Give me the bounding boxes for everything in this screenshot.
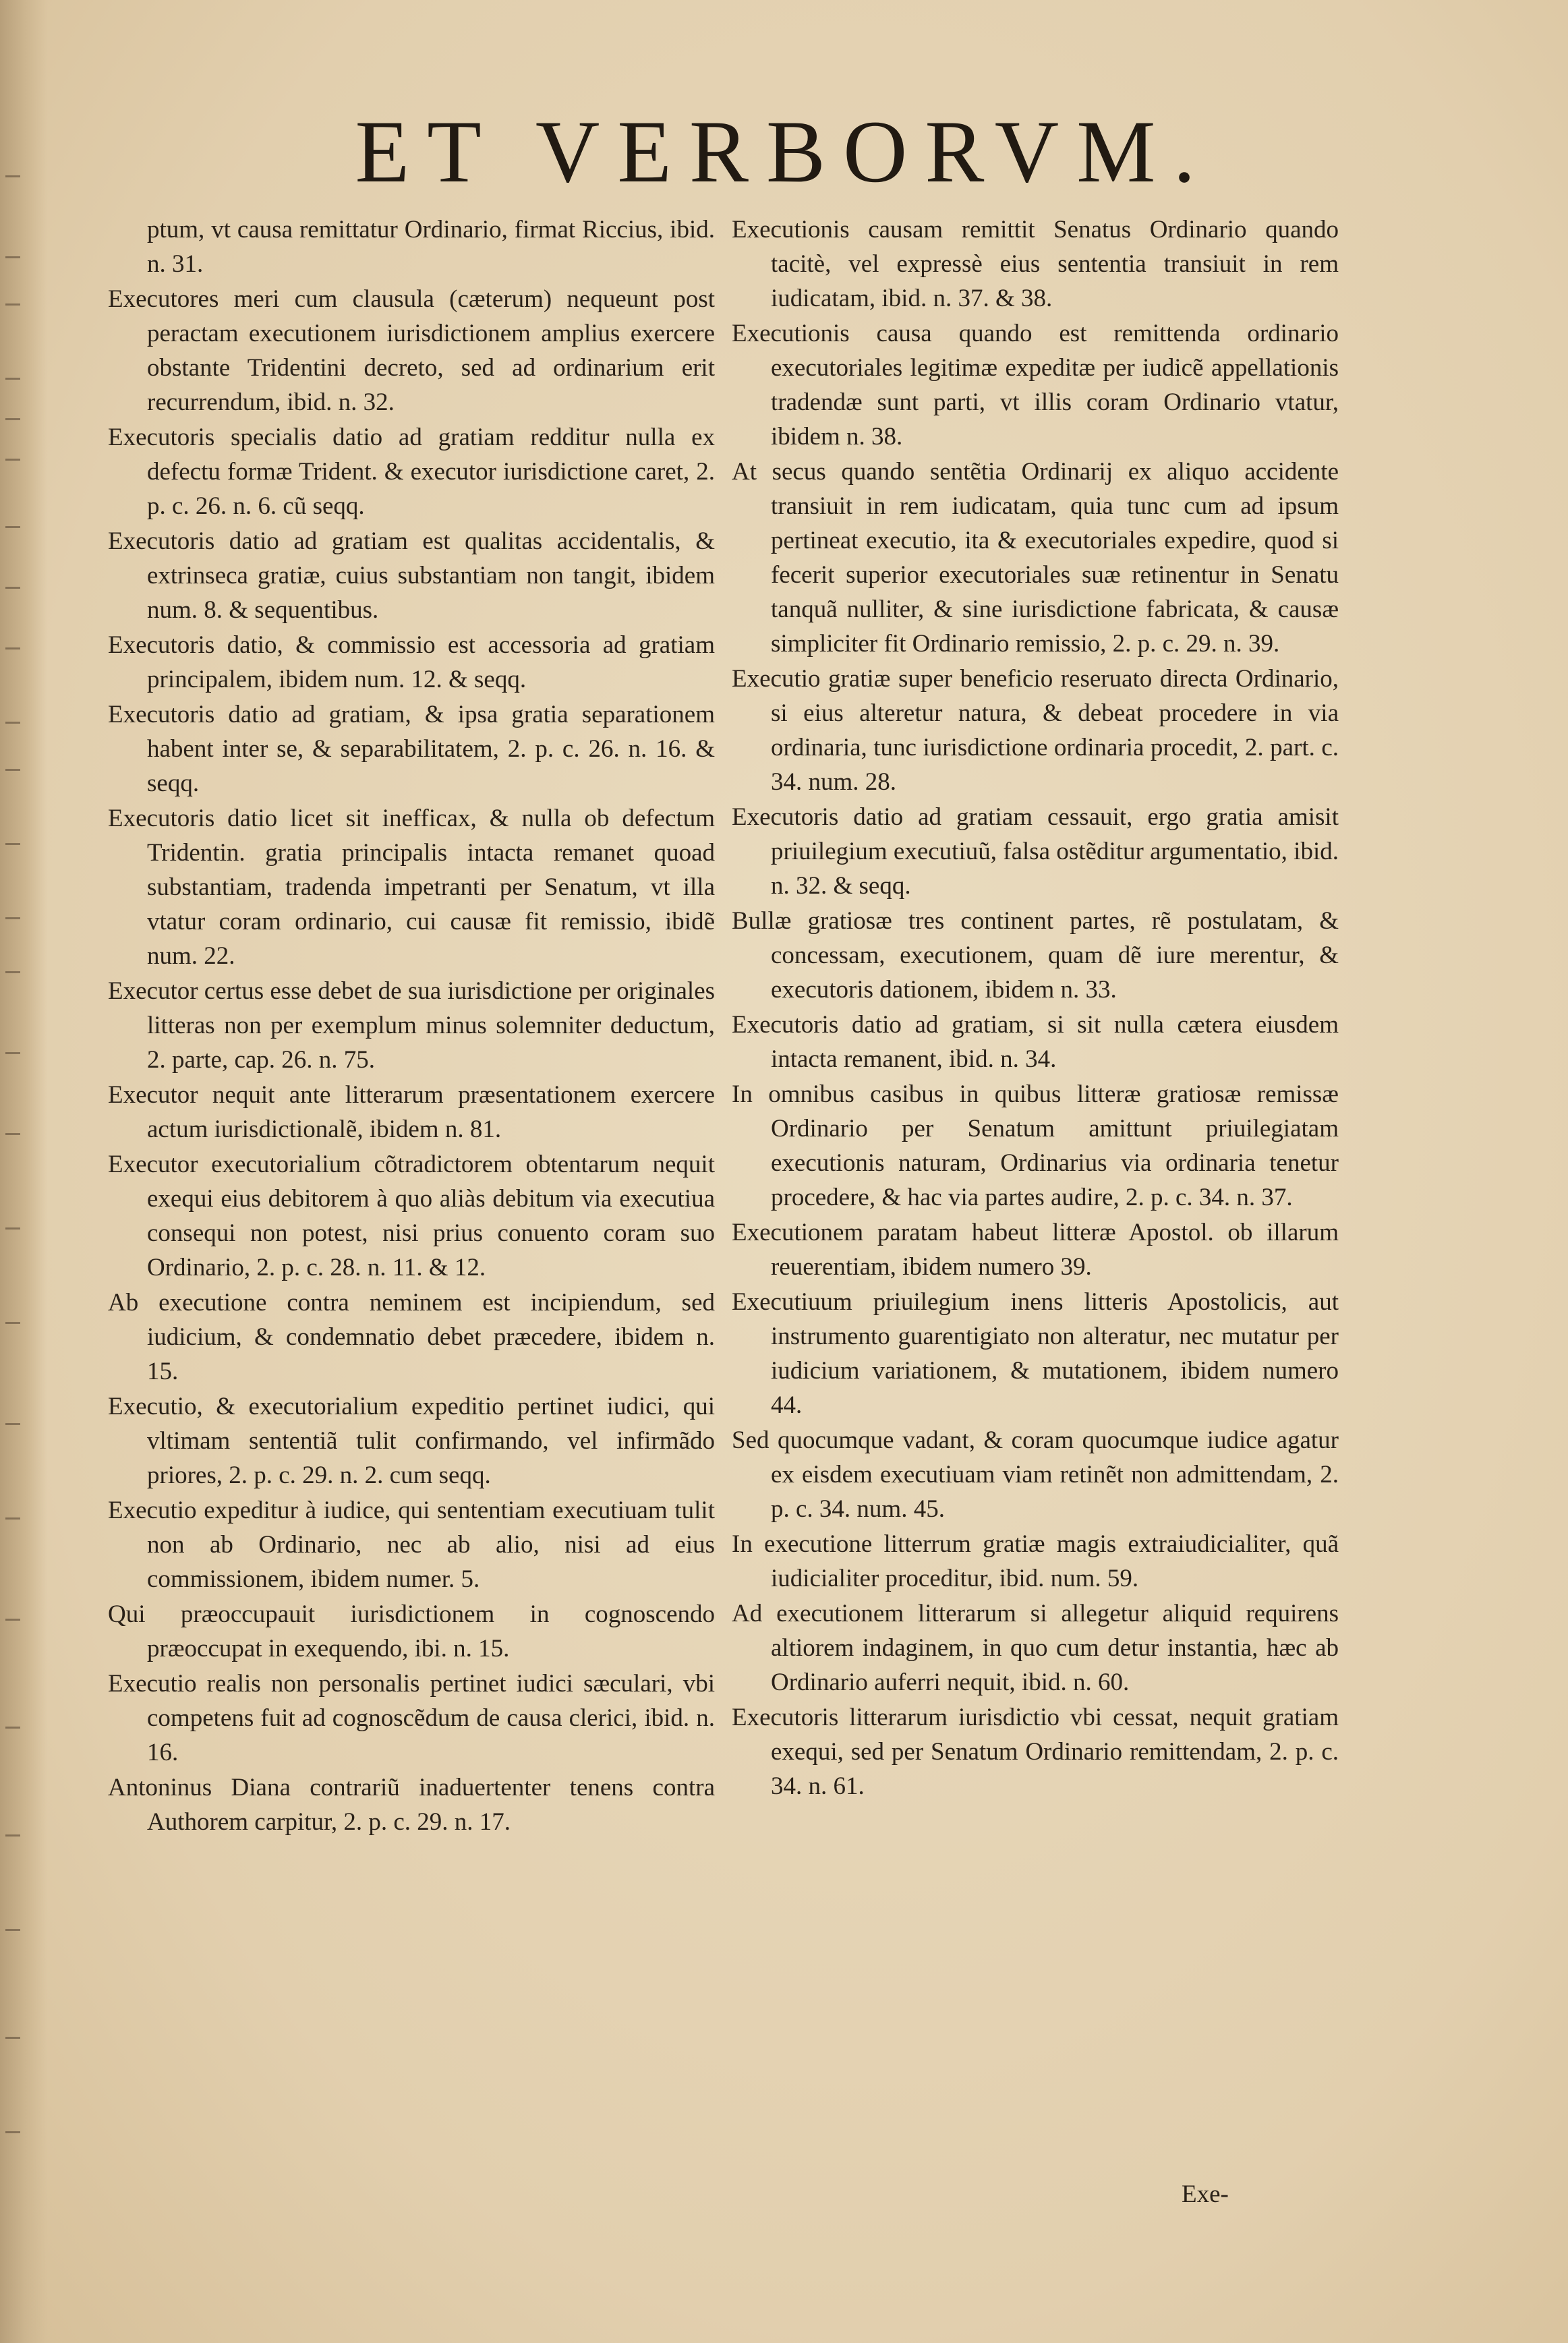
index-entry: ptum, vt causa remittatur Ordinario, firmat Riccius, ibid. n. 31. [147, 216, 715, 278]
gutter-mark [5, 1834, 20, 1843]
index-entry: Executoris specialis datio ad gratiam redditur nulla ex defectu formæ Trident. & executor iurisdictione caret, 2. p. c. 26. n. 6. cũ seqq. [108, 424, 715, 520]
index-entry: In executione litterrum gratiæ magis extraiudicialiter, quã iudicialiter proceditur, ibid. num. 59. [732, 1530, 1339, 1592]
gutter-mark [5, 378, 20, 386]
gutter-mark [5, 256, 20, 265]
gutter-mark [5, 843, 20, 852]
gutter-mark [5, 1227, 20, 1236]
index-entry: Executoris datio, & commissio est accessoria ad gratiam principalem, ibidem num. 12. & seqq. [108, 631, 715, 693]
gutter-mark [5, 722, 20, 730]
gutter-mark [5, 1423, 20, 1432]
gutter-mark [5, 917, 20, 926]
index-entry: At secus quando sentẽtia Ordinarij ex aliquo accidente transiuit in rem iudicatam, quia tunc cum ad ipsum pertineat executio, ita & executoriales expedire, quod si fecerit superior executoriales suæ retinentur in Senatu tanquã nulliter, & sine iurisdictione fabricata, & causæ simpliciter fit Ordinario remissio, 2. p. c. 29. n. 39. [732, 458, 1339, 658]
index-entry: Executiuum priuilegium inens litteris Apostolicis, aut instrumento guarentigiato non alteratur, nec mutatur per iudicium variationem, & mutationem, ibidem numero 44. [732, 1288, 1339, 1419]
index-entry: Sed quocumque vadant, & coram quocumque iudice agatur ex eisdem executiuam viam retinẽt non admittendam, 2. p. c. 34. num. 45. [732, 1426, 1339, 1523]
index-entry: Executoris datio ad gratiam, si sit nulla cætera eiusdem intacta remanent, ibid. n. 34. [732, 1011, 1339, 1073]
index-entry: Executoris litterarum iurisdictio vbi cessat, nequit gratiam exequi, sed per Senatum Ordinario remittendam, 2. p. c. 34. n. 61. [732, 1704, 1339, 1800]
index-entry: Ab executione contra neminem est incipiendum, sed iudicium, & condemnatio debet præcedere, ibidem n. 15. [108, 1289, 715, 1385]
index-entry: Executor certus esse debet de sua iurisdictione per originales litteras non per exemplum minus solemniter deductum, 2. parte, cap. 26. n. 75. [108, 977, 716, 1074]
gutter-mark [5, 1133, 20, 1142]
index-entry: Executio realis non personalis pertinet iudici sæculari, vbi competens fuit ad cognoscẽdum de causa clerici, ibid. n. 16. [108, 1670, 715, 1766]
index-entry: Executoris datio ad gratiam est qualitas accidentalis, & extrinseca gratiæ, cuius substantiam non tangit, ibidem num. 8. & sequentibus. [108, 527, 715, 624]
index-entry: Executio expeditur à iudice, qui sententiam executiuam tulit non ab Ordinario, nec ab alio, nisi ad eius commissionem, ibidem numer. 5. [108, 1497, 715, 1593]
index-entry: In omnibus casibus in quibus litteræ gratiosæ remissæ Ordinario per Senatum amittunt priuilegiatam executionis naturam, Ordinarius via ordinaria tenetur procedere, & hac via partes audire, 2. p. c. 34. n. 37. [732, 1080, 1339, 1211]
left-column [108, 212, 715, 1840]
catchword: Exe- [1182, 2180, 1229, 2208]
gutter-mark [5, 1619, 20, 1627]
index-entry: Bullæ gratiosæ tres continent partes, rẽ postulatam, & concessam, executionem, quam dẽ iure merentur, & executoris dationem, ibidem n. 33. [732, 907, 1339, 1004]
gutter-mark [5, 647, 20, 656]
gutter-mark [5, 587, 20, 596]
index-entry: Executionis causa quando est remittenda ordinario executoriales legitimæ expeditæ per iudicẽ appellationis tradendæ sunt parti, vt illis coram Ordinario vtatur, ibidem n. 38. [732, 320, 1339, 451]
index-entry: Executor nequit ante litterarum præsentationem exercere actum iurisdictionalẽ, ibidem n. 81. [108, 1081, 715, 1143]
gutter-mark [5, 526, 20, 535]
gutter-mark [5, 418, 20, 427]
index-entry: Executoris datio ad gratiam, & ipsa gratia separationem habent inter se, & separabilitatem, 2. p. c. 26. n. 16. & seqq. [108, 701, 715, 797]
index-entry: Ad executionem litterarum si allegetur aliquid requirens altiorem indaginem, in quo cum detur instantia, hæc ab Ordinario auferri nequit, ibid. n. 60. [732, 1600, 1339, 1696]
gutter-mark [5, 1517, 20, 1526]
running-title: ET VERBORVM. [355, 102, 1213, 201]
gutter-mark [5, 769, 20, 778]
index-entry: Executoris datio ad gratiam cessauit, ergo gratia amisit priuilegium executiuũ, falsa ostẽditur argumentatio, ibid. n. 32. & seqq. [732, 803, 1339, 900]
gutter-mark [5, 2131, 20, 2140]
gutter-mark [5, 1052, 20, 1061]
gutter-mark [5, 1322, 20, 1331]
index-entry: Executor executorialium cõtradictorem obtentarum nequit exequi eius debitorem à quo aliàs debitum via executiua consequi non potest, nisi prius conuento coram suo Ordinario, 2. p. c. 28. n. 11. & 12. [108, 1151, 715, 1281]
index-entry: Antoninus Diana contrariũ inaduertenter tenens contra Authorem carpitur, 2. p. c. 29. n. 17. [108, 1774, 715, 1836]
index-entry: Executores meri cum clausula (cæterum) nequeunt post peractam executionem iurisdictionem amplius exercere obstante Tridentini decreto, sed ad ordinarium erit recurrendum, ibid. n. 32. [108, 285, 715, 416]
index-entry: Executio, & executorialium expeditio pertinet iudici, qui vltimam sententiã tulit confirmando, vel infirmãdo priores, 2. p. c. 29. n. 2. cum seqq. [108, 1393, 715, 1489]
index-entry: Qui præoccupauit iurisdictionem in cognoscendo præoccupat in exequendo, ibi. n. 15. [108, 1600, 715, 1662]
index-entry: Executoris datio licet sit inefficax, & nulla ob defectum Tridentin. gratia principalis intacta remanet quoad substantiam, tradenda impetranti per Senatum, vt illa vtatur coram ordinario, cui causæ fit remissio, ibidẽ num. 22. [108, 805, 715, 970]
gutter-mark [5, 971, 20, 980]
index-entry: Executionem paratam habeut litteræ Apostol. ob illarum reuerentiam, ibidem numero 39. [732, 1219, 1339, 1281]
gutter-mark [5, 1727, 20, 1735]
index-entry: Executio gratiæ super beneficio reseruato directa Ordinario, si eius alteretur natura, & debeat procedere in via ordinaria, tunc iurisdictione ordinaria procedit, 2. part. c. 34. num. 28. [732, 665, 1339, 796]
gutter-mark [5, 1929, 20, 1938]
gutter-ink-marks [5, 175, 32, 2199]
gutter-mark [5, 459, 20, 467]
gutter-mark [5, 303, 20, 312]
index-entry: Executionis causam remittit Senatus Ordinario quando tacitè, vel expressè eius sententia transiuit in rem iudicatam, ibid. n. 37. & 38. [732, 216, 1339, 312]
gutter-mark [5, 2037, 20, 2046]
right-column [732, 212, 1339, 1804]
